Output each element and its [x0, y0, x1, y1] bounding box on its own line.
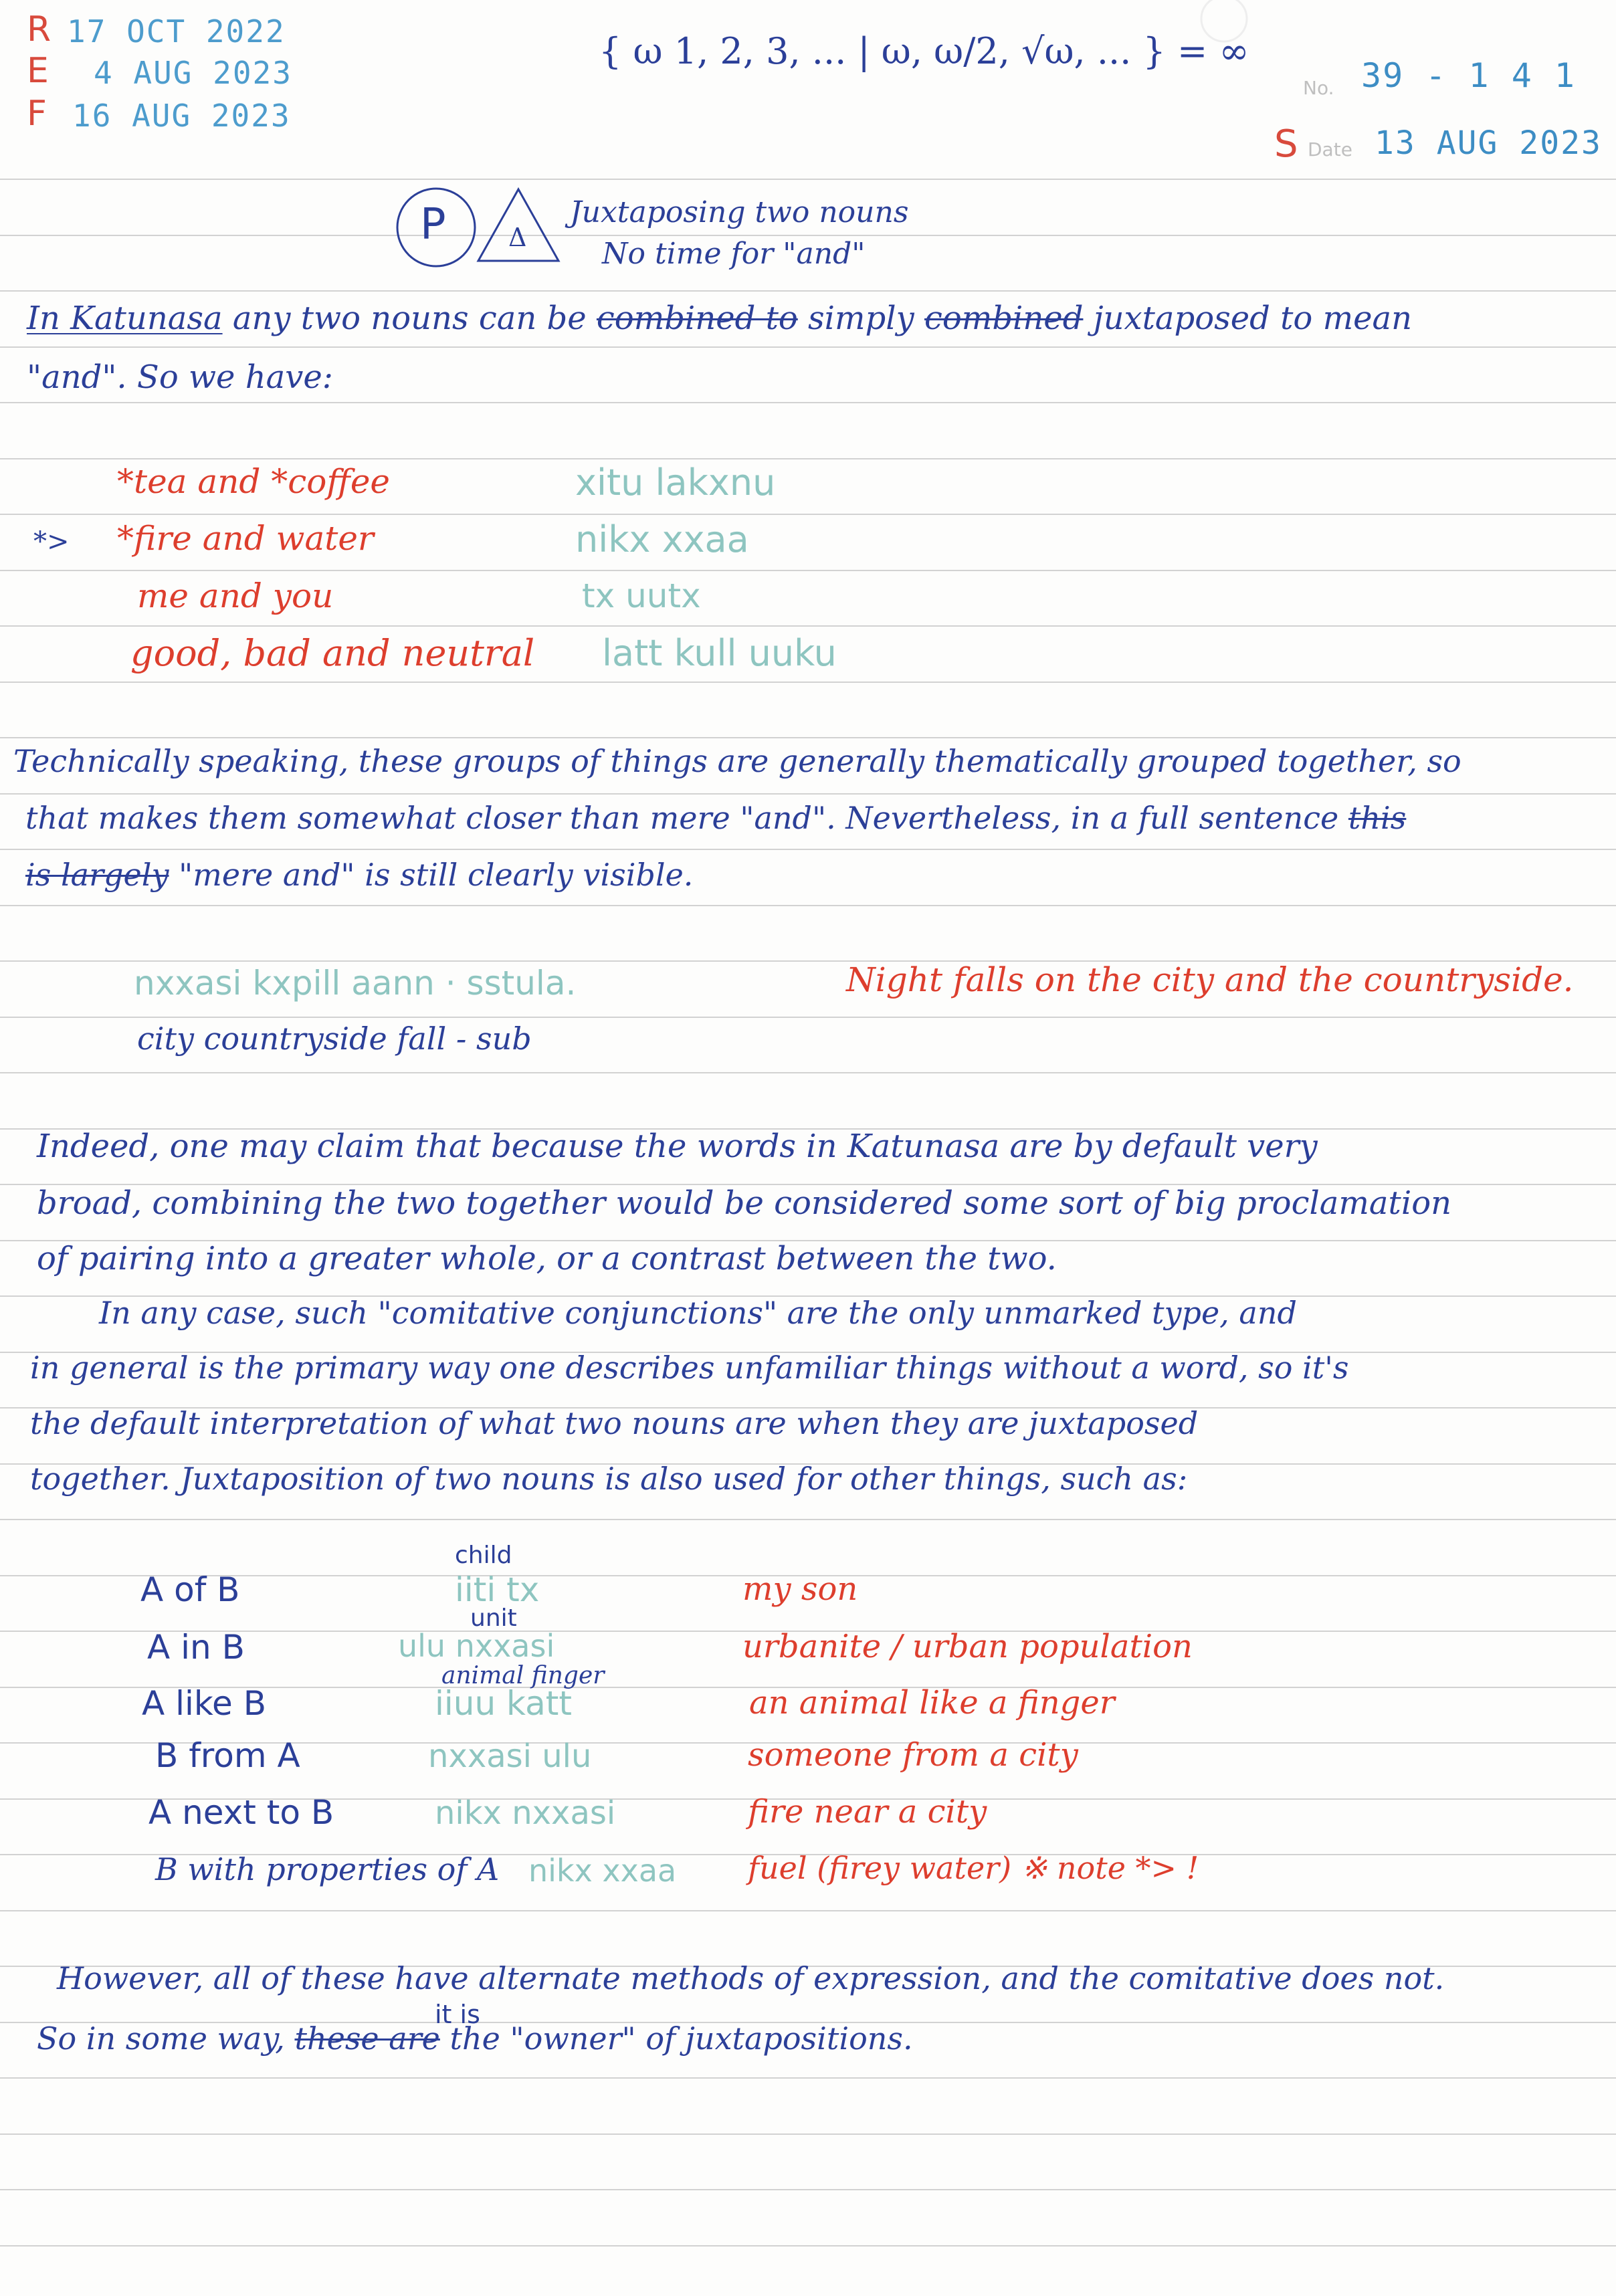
ref-date-3: 16 AUG 2023: [72, 98, 291, 134]
para2-line-1: Technically speaking, these groups of things are generally thematically grouped together, so: [13, 743, 1461, 779]
para3-line-1: Indeed, one may claim that because the words in Katunasa are by default very: [37, 1128, 1318, 1165]
pattern-6: B with properties of A: [155, 1851, 500, 1887]
gloss-unit: unit: [470, 1604, 517, 1632]
para2-strike-largely: is largely: [25, 857, 169, 893]
meaning-3: an animal like a finger: [749, 1684, 1115, 1721]
pattern-4: B from A: [155, 1736, 300, 1775]
intro-strike-2: combined: [924, 300, 1084, 337]
intro-line-2: "and". So we have:: [27, 358, 333, 396]
ref-date-1: 17 OCT 2022: [67, 13, 286, 49]
para3-line-5: in general is the primary way one describes unfamiliar things without a word, so it's: [30, 1350, 1349, 1386]
example-3-en: me and you: [137, 577, 334, 615]
kat-5: nikx nxxasi: [435, 1794, 616, 1832]
para2-line-3-text: "mere and" is still clearly visible.: [179, 857, 694, 893]
kat-2: ulu nxxasi: [398, 1628, 555, 1664]
header-formula: { ω 1, 2, 3, ... | ω, ω/2, √ω, ... } = ∞: [599, 30, 1249, 72]
intro-line-1-c: simply: [808, 300, 914, 337]
s-letter: S: [1274, 122, 1298, 166]
closing-line-2-a: So in some way,: [37, 2020, 285, 2057]
meaning-4: someone from a city: [748, 1736, 1078, 1774]
pattern-5: A next to B: [148, 1793, 334, 1832]
ref-letter-e: E: [27, 51, 49, 91]
ref-letter-r: R: [27, 9, 52, 49]
example-1-kat: xitu lakxnu: [575, 461, 776, 504]
example-1-en: *tea and *coffee: [117, 462, 391, 501]
gloss-child: child: [455, 1542, 512, 1569]
para2-line-2-text: that makes them somewhat closer than mere "and". Nevertheless, in a full sentence: [25, 800, 1339, 836]
triangle-letter: Δ: [508, 223, 527, 252]
closing-insert: it is: [435, 2000, 480, 2029]
meaning-2: urbanite / urban population: [742, 1628, 1193, 1665]
example2-gloss: city countryside fall - sub: [137, 1021, 532, 1057]
date-label: Date: [1308, 138, 1352, 161]
example-2-en: *fire and water: [117, 519, 374, 558]
intro-line-1-a: In Katunasa: [27, 300, 223, 337]
intro-strike-1: combined to: [596, 300, 798, 337]
meaning-6: fuel (firey water) ※ note *> !: [748, 1850, 1199, 1886]
ref-date-2: 4 AUG 2023: [94, 55, 292, 91]
intro-line-1-b: any two nouns can be: [232, 300, 587, 337]
no-label: No.: [1303, 77, 1334, 99]
example-2-kat: nikx xxaa: [575, 518, 749, 560]
example-4-kat: latt kull uuku: [602, 632, 837, 674]
kat-3: iiuu katt: [435, 1684, 572, 1723]
kat-1: iiti tx: [455, 1570, 540, 1609]
gloss-animal-finger: animal finger: [441, 1662, 605, 1689]
closing-line-2: [37, 2020, 913, 2057]
closing-strike: these are: [294, 2020, 440, 2057]
kat-6: nikx xxaa: [528, 1853, 677, 1889]
para3-line-6: the default interpretation of what two nouns are when they are juxtaposed: [30, 1405, 1199, 1441]
pattern-1: A of B: [140, 1570, 240, 1609]
para3-line-2: broad, combining the two together would be considered some sort of big proclamation: [37, 1184, 1451, 1222]
intro-line-1-d: juxtaposed to mean: [1093, 300, 1413, 337]
example2-kat: nxxasi kxpill aann · sstula.: [134, 964, 577, 1003]
example2-translation: Night falls on the city and the countryside.: [846, 960, 1574, 999]
para3-line-4: In any case, such "comitative conjunctions" are the only unmarked type, and: [99, 1295, 1297, 1331]
para2-line-3: [25, 857, 694, 893]
circle-letter-p: P: [420, 200, 446, 249]
para3-line-7: together. Juxtaposition of two nouns is also used for other things, such as:: [30, 1461, 1188, 1497]
meaning-5: fire near a city: [748, 1793, 987, 1831]
page-number: 39 - 1 4 1: [1361, 56, 1577, 95]
meaning-1: my son: [742, 1570, 858, 1608]
intro-line-1: [27, 300, 1413, 337]
title-line-1: Juxtaposing two nouns: [570, 195, 909, 229]
title-line-2: No time for "and": [602, 237, 866, 271]
para3-line-3: of pairing into a greater whole, or a contrast between the two.: [37, 1240, 1057, 1277]
pattern-3: A like B: [142, 1684, 267, 1723]
para2-strike-this: this: [1348, 800, 1407, 836]
closing-line-2-b: the "owner" of juxtapositions.: [449, 2020, 913, 2057]
example-4-en: good, bad and neutral: [130, 632, 535, 674]
example-marker: *>: [33, 526, 70, 557]
example-3-kat: tx uutx: [582, 577, 701, 615]
para2-line-2: [25, 800, 1407, 836]
ref-letter-f: F: [27, 94, 47, 134]
pattern-2: A in B: [147, 1628, 245, 1667]
closing-line-1: However, all of these have alternate methods of expression, and the comitative does not.: [57, 1960, 1445, 1996]
kat-4: nxxasi ulu: [428, 1738, 592, 1775]
page-date: 13 AUG 2023: [1375, 124, 1602, 162]
